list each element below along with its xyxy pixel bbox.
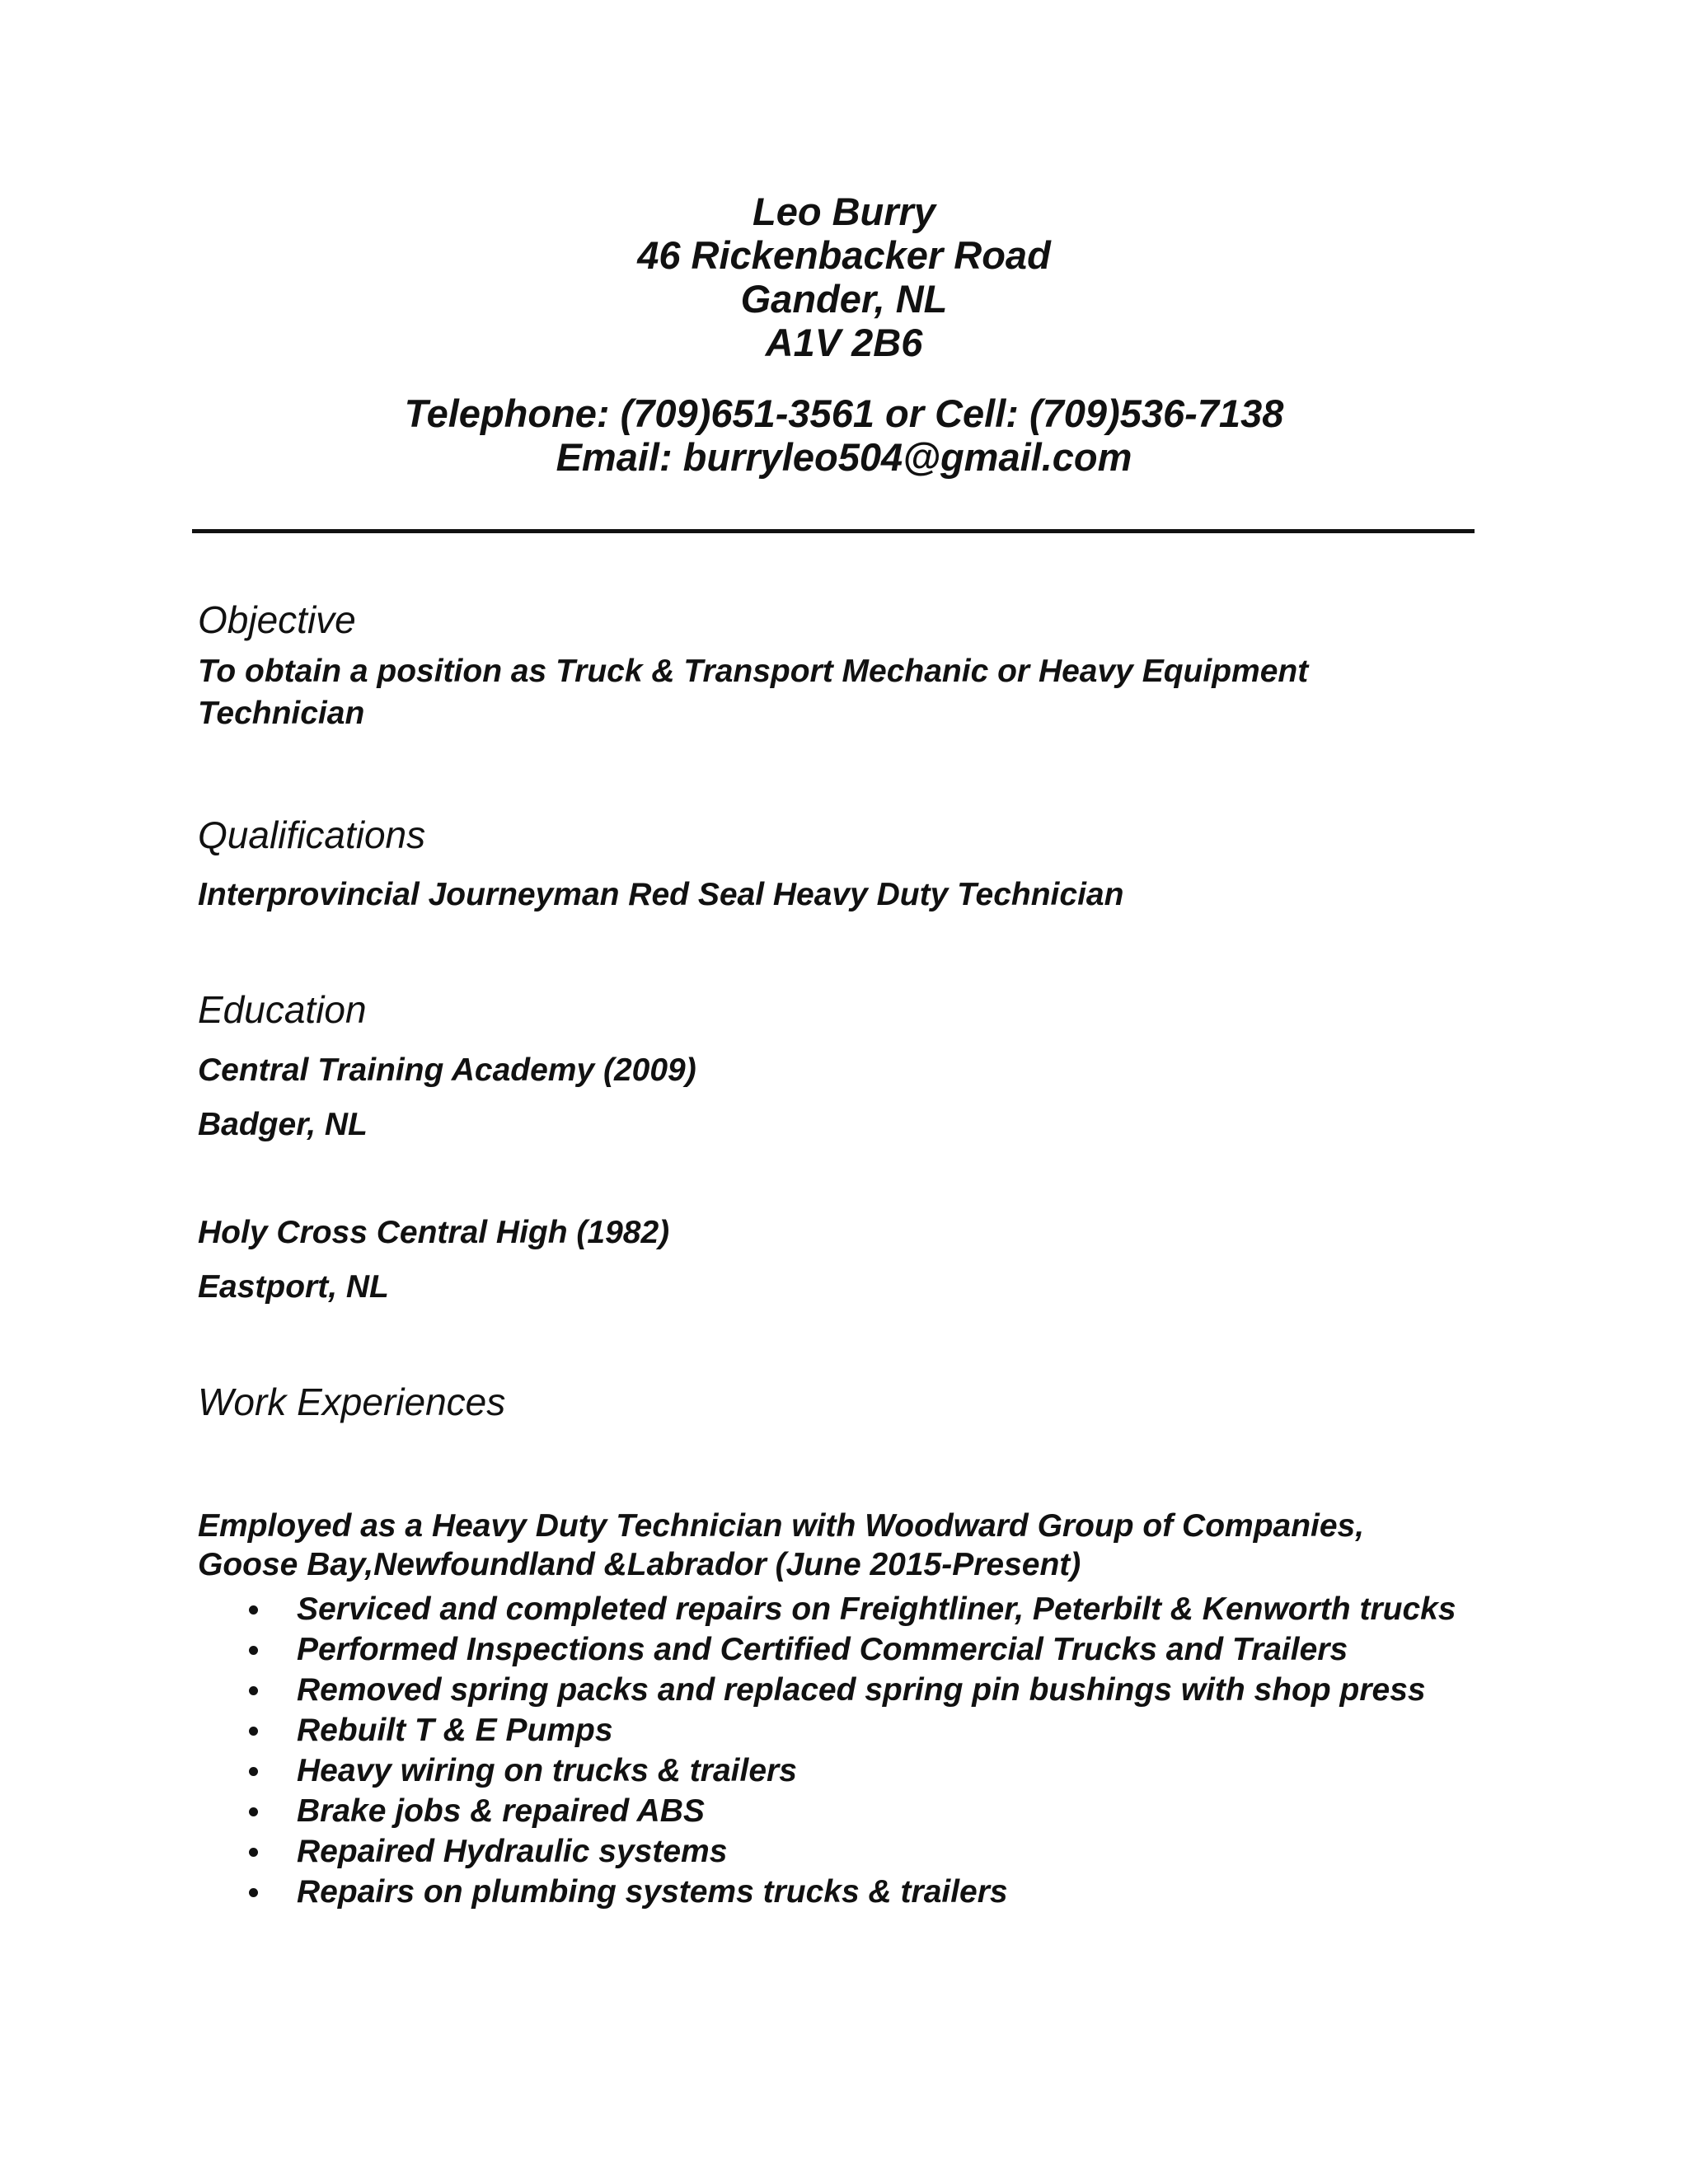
duty-text: Heavy wiring on trucks & trailers bbox=[297, 1753, 797, 1788]
address-postal-code: A1V 2B6 bbox=[765, 321, 923, 364]
duty-text: Removed spring packs and replaced spring pin bushings with shop press bbox=[297, 1672, 1426, 1708]
list-item bbox=[198, 1631, 1484, 1669]
education-school-2: Holy Cross Central High (1982) bbox=[198, 1215, 670, 1250]
bullet-icon bbox=[249, 1888, 258, 1897]
telephone-line: Telephone: (709)651-3561 or Cell: (709)536-7138 bbox=[404, 391, 1284, 435]
bullet-icon bbox=[249, 1767, 258, 1776]
objective-text-line2: Technician bbox=[198, 696, 365, 731]
bullet-icon bbox=[249, 1686, 258, 1695]
bullet-icon bbox=[249, 1848, 258, 1857]
job-title-line1: Employed as a Heavy Duty Technician with Woodward Group of Companies, bbox=[198, 1508, 1365, 1544]
list-item bbox=[198, 1752, 1484, 1790]
bullet-icon bbox=[249, 1807, 258, 1816]
bullet-icon bbox=[249, 1605, 258, 1615]
email-line: Email: burryleo504@gmail.com bbox=[556, 435, 1132, 479]
objective-heading: Objective bbox=[198, 598, 356, 641]
address-city: Gander, NL bbox=[740, 277, 948, 321]
duty-text: Performed Inspections and Certified Commercial Trucks and Trailers bbox=[297, 1632, 1348, 1667]
education-location-1: Badger, NL bbox=[198, 1107, 368, 1142]
education-location-2: Eastport, NL bbox=[198, 1269, 389, 1305]
duty-text: Repairs on plumbing systems trucks & trailers bbox=[297, 1874, 1008, 1910]
work-duties-list bbox=[198, 1591, 1484, 1914]
duty-text: Rebuilt T & E Pumps bbox=[297, 1713, 613, 1748]
job-title-line2: Goose Bay,Newfoundland &Labrador (June 2015-Present) bbox=[198, 1547, 1081, 1582]
resume-header bbox=[0, 190, 1688, 479]
list-item bbox=[198, 1671, 1484, 1709]
applicant-name: Leo Burry bbox=[753, 190, 935, 233]
bullet-icon bbox=[249, 1646, 258, 1655]
qualifications-text: Interprovincial Journeyman Red Seal Heavy Duty Technician bbox=[198, 877, 1124, 912]
work-experiences-heading: Work Experiences bbox=[198, 1380, 506, 1423]
education-school-1: Central Training Academy (2009) bbox=[198, 1052, 696, 1088]
list-item bbox=[198, 1873, 1484, 1911]
list-item bbox=[198, 1712, 1484, 1750]
bullet-icon bbox=[249, 1727, 258, 1736]
list-item bbox=[198, 1591, 1484, 1629]
qualifications-heading: Qualifications bbox=[198, 813, 426, 856]
objective-text-line1: To obtain a position as Truck & Transport Mechanic or Heavy Equipment bbox=[198, 654, 1309, 689]
list-item bbox=[198, 1833, 1484, 1871]
education-heading: Education bbox=[198, 988, 367, 1031]
duty-text: Repaired Hydraulic systems bbox=[297, 1834, 728, 1869]
address-street: 46 Rickenbacker Road bbox=[637, 233, 1051, 277]
header-divider bbox=[192, 529, 1475, 533]
list-item bbox=[198, 1793, 1484, 1830]
duty-text: Brake jobs & repaired ABS bbox=[297, 1793, 705, 1829]
contact-block bbox=[0, 391, 1688, 479]
duty-text: Serviced and completed repairs on Freightliner, Peterbilt & Kenworth trucks bbox=[297, 1591, 1456, 1627]
